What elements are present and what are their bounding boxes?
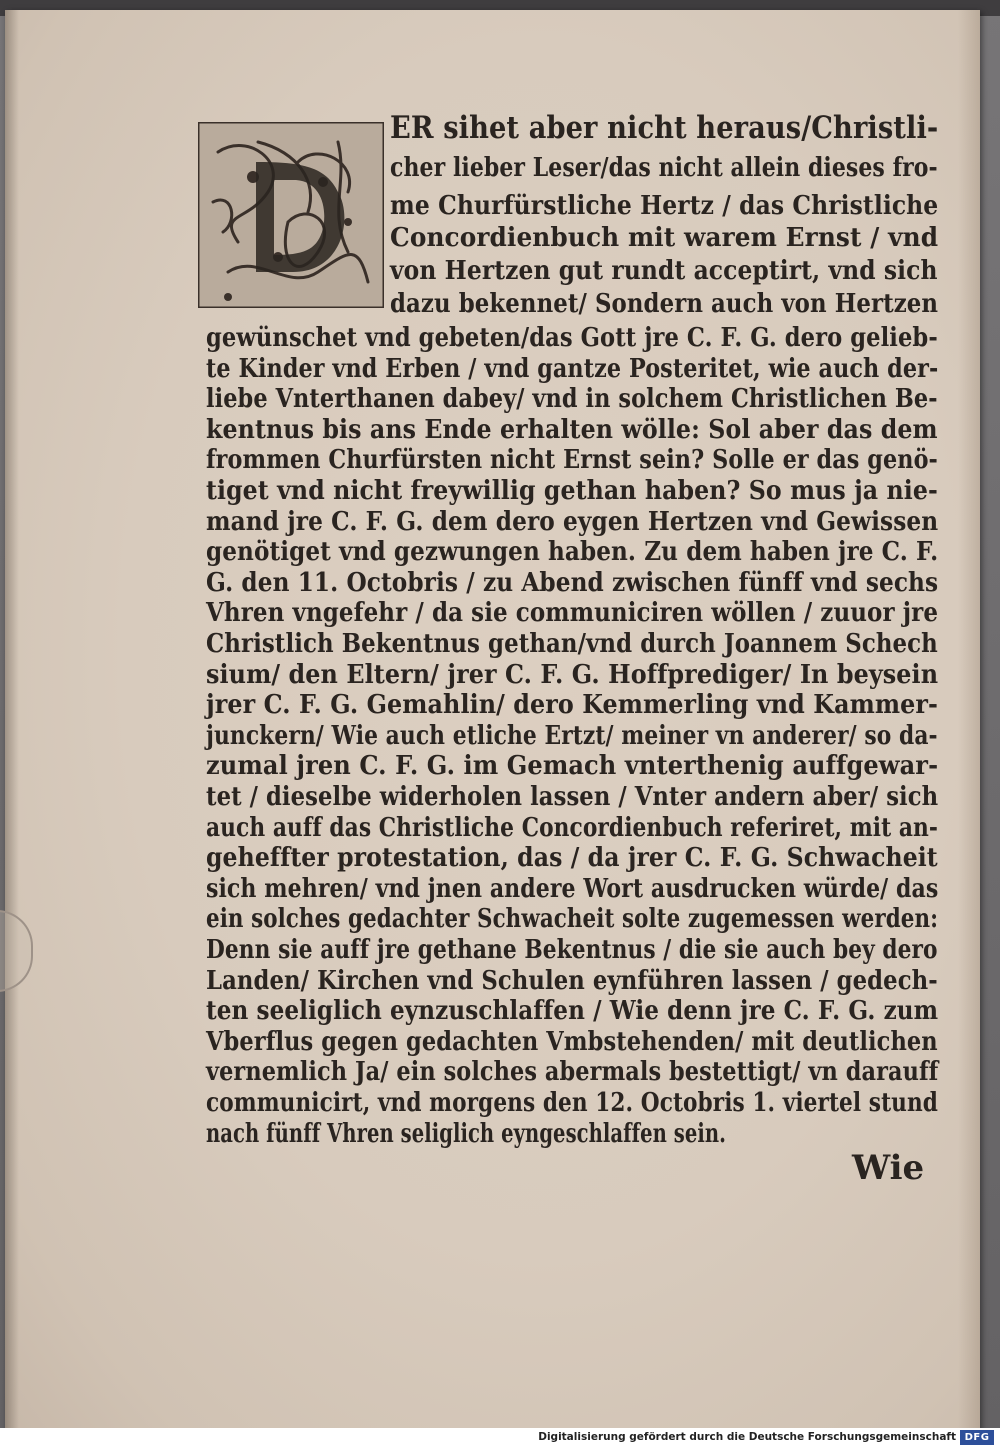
text-line: genötiget vnd gezwungen haben. Zu dem haben jre C. F.	[206, 536, 939, 568]
text-line: Denn sie auff jre gethane Bekentnus / die sie auch bey dero	[206, 934, 938, 965]
text-line: geheffter protestation, das / da jrer C. F. G. Schwacheit	[206, 842, 938, 874]
text-line: gewünschet vnd gebeten/das Gott jre C. F. G. dero gelieb-	[206, 322, 938, 353]
text-line: Vhren vngefehr / da sie communiciren wöllen / zuuor jre	[206, 597, 939, 629]
dfg-logo-icon: DFG	[960, 1430, 994, 1445]
text-line: jrer C. F. G. Gemahlin/ dero Kemmerling vnd Kammer-	[206, 689, 938, 721]
text-line: mand jre C. F. G. dem dero eygen Hertzen vnd Gewissen	[206, 505, 939, 537]
text-line: me Churfürstliche Hertz / das Christliche	[390, 190, 939, 221]
text-line: von Hertzen gut rundt acceptirt, vnd sich	[390, 255, 938, 286]
text-line: auch auff das Christliche Concordienbuch referiret, mit an-	[206, 811, 939, 843]
text-line: Christlich Bekentnus gethan/vnd durch Joannem Schech	[206, 628, 938, 659]
text-line: zumal jren C. F. G. im Gemach vnterthenig auffgewar-	[206, 750, 939, 782]
text-line: frommen Churfürsten nicht Ernst sein? Solle er das genö-	[206, 444, 938, 476]
decorated-initial-icon	[198, 122, 384, 308]
text-line: vernemlich Ja/ ein solches abermals bestettigt/ vn darauff	[206, 1056, 939, 1088]
catchword: Wie	[852, 1148, 925, 1188]
text-line: liebe Vnterthanen dabey/ vnd in solchem Christlichen Be-	[206, 383, 938, 415]
text-line: Vberflus gegen gedachten Vmbstehenden/ mit deutlichen	[206, 1025, 938, 1057]
text-line: tiget vnd nicht freywillig gethan haben? So mus ja nie-	[206, 475, 938, 506]
text-line: kentnus bis ans Ende erhalten wölle: Sol aber das dem	[206, 413, 938, 445]
text-line: tet / dieselbe widerholen lassen / Vnter andern aber/ sich	[206, 781, 939, 812]
text-line: te Kinder vnd Erben / vnd gantze Posteritet, wie auch der-	[206, 352, 939, 384]
text-line: sium/ den Eltern/ jrer C. F. G. Hoffprediger/ In beysein	[206, 658, 939, 690]
footer-bar	[0, 1428, 1000, 1448]
binding-tab	[0, 910, 33, 992]
text-line: junckern/ Wie auch etliche Ertzt/ meiner vn anderer/ so da-	[206, 719, 938, 751]
text-line: sich mehren/ vnd jnen andere Wort ausdrucken würde/ das	[206, 872, 939, 904]
text-line: Landen/ Kirchen vnd Schulen eynführen lassen / gedech-	[206, 964, 938, 996]
text-line: communicirt, vnd morgens den 12. Octobris 1. viertel stund	[206, 1087, 938, 1118]
text-line: G. den 11. Octobris / zu Abend zwischen fünff vnd sechs	[206, 566, 939, 598]
text-line: ten seeliglich eynzuschlaffen / Wie denn jre C. F. G. zum	[206, 995, 939, 1027]
text-line: cher lieber Leser/das nicht allein dieses fro-	[390, 152, 938, 183]
text-line: dazu bekennet/ Sondern auch von Hertzen	[390, 288, 939, 319]
text-line: nach fünff Vhren seliglich eyngeschlaffen sein.	[206, 1117, 727, 1149]
text-line: ein solches gedachter Schwacheit solte zugemessen werden:	[206, 903, 939, 935]
text-line: Concordienbuch mit warem Ernst / vnd	[390, 222, 939, 253]
text-line: ER sihet aber nicht heraus/Christli-	[390, 110, 939, 146]
gutter-shadow	[5, 10, 19, 1430]
footer-credit: Digitalisierung gefördert durch die Deutsche Forschungsgemeinschaft	[538, 1431, 956, 1443]
page-edge	[958, 10, 980, 1430]
